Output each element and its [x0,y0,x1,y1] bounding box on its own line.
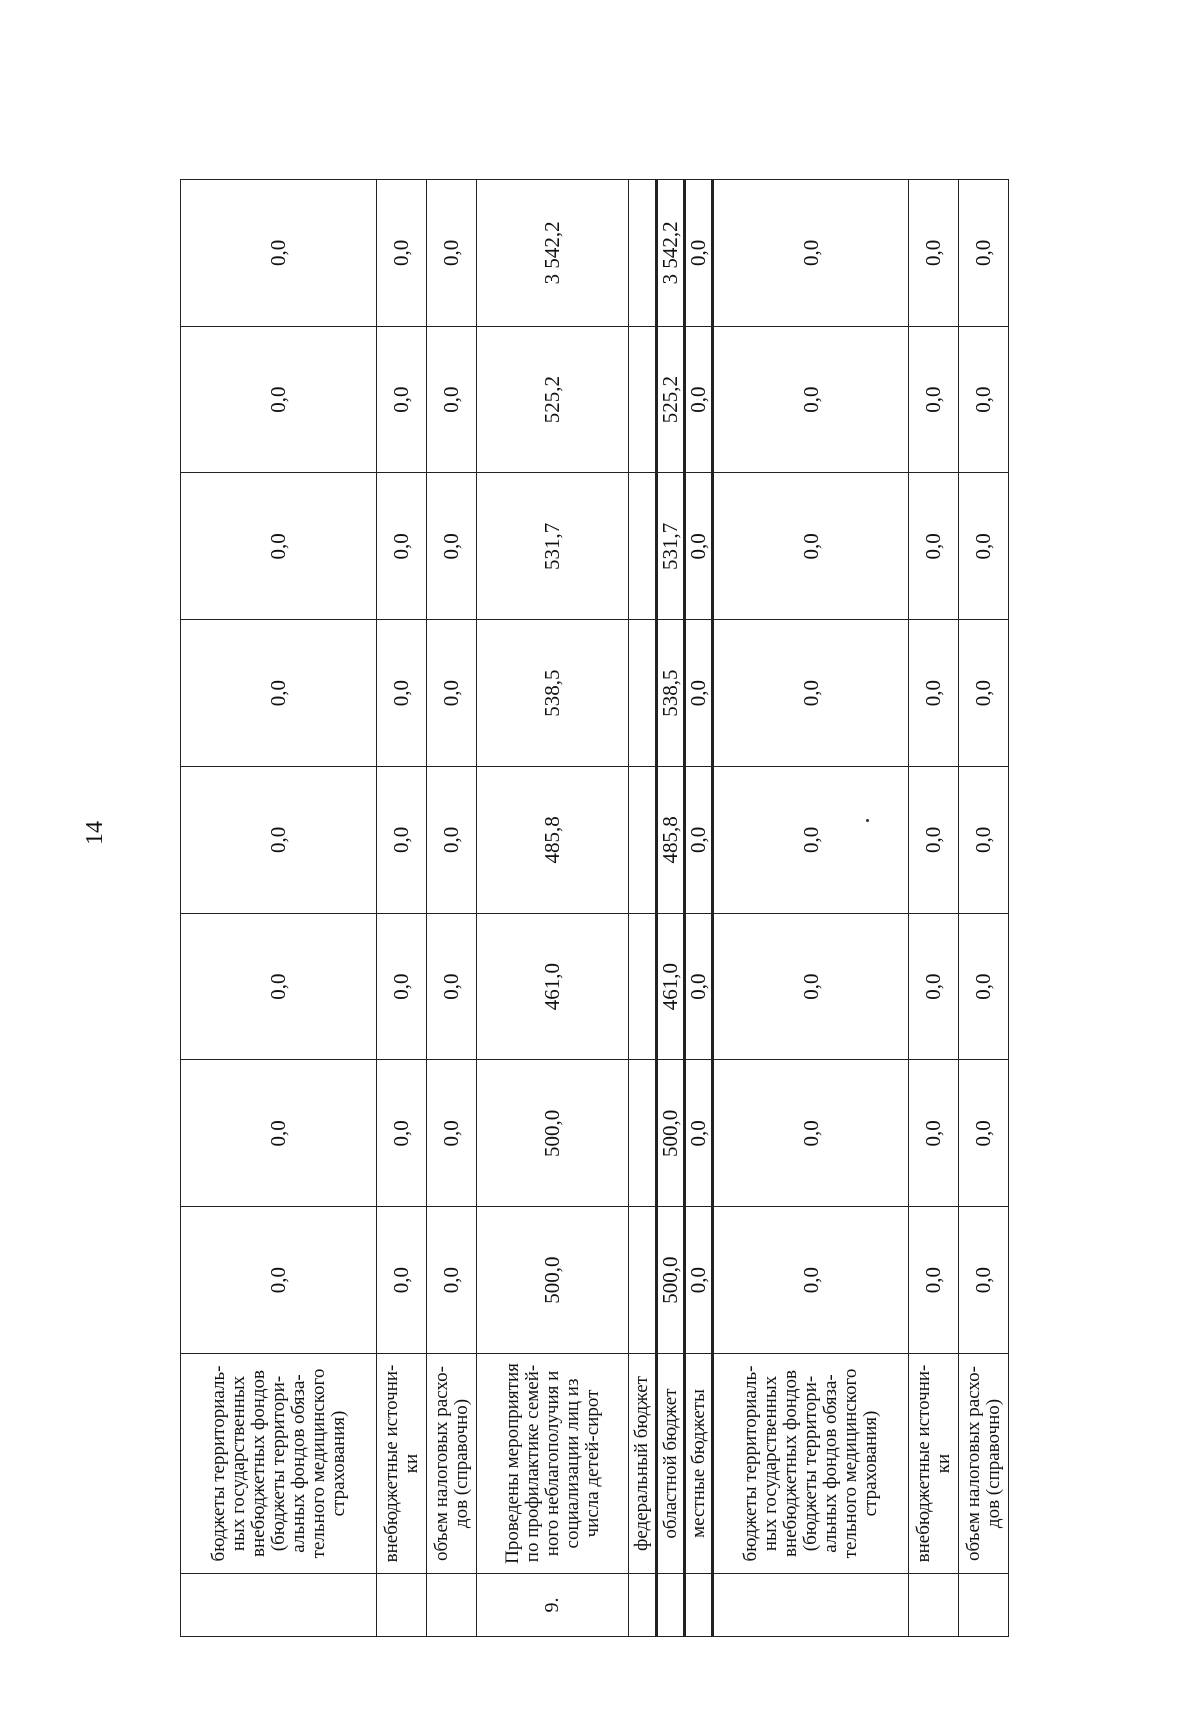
value-cell: 0,0 [427,913,477,1060]
row-number [377,1574,427,1637]
row-label: областной бюджет [657,1354,685,1574]
value-cell: 0,0 [959,326,1009,473]
value-cell: 0,0 [959,913,1009,1060]
value-cell: 0,0 [377,620,427,767]
value-cell: 0,0 [909,620,959,767]
table-row [713,180,909,1637]
row-label: объем налоговых расхо-дов (справочно) [427,1354,477,1574]
value-cell: 461,0 [657,913,685,1060]
value-cell: 0,0 [909,767,959,914]
value-cell [629,913,657,1060]
value-cell: 0,0 [959,620,1009,767]
value-cell: 500,0 [477,1207,629,1354]
value-cell: 0,0 [713,767,909,914]
value-cell: 485,8 [477,767,629,914]
value-cell [629,1207,657,1354]
table-row [657,180,685,1637]
row-label: объем налоговых расхо-дов (справочно) [959,1354,1009,1574]
value-cell: 500,0 [477,1060,629,1207]
table-row [377,180,427,1637]
value-cell: 0,0 [959,1060,1009,1207]
value-cell: 3 542,2 [657,180,685,327]
value-cell: 0,0 [909,473,959,620]
table-row [181,180,377,1637]
value-cell: 0,0 [427,1207,477,1354]
value-cell: 0,0 [713,1060,909,1207]
value-cell: 0,0 [959,473,1009,620]
table-row [959,180,1009,1637]
value-cell: 0,0 [909,913,959,1060]
value-cell: 461,0 [477,913,629,1060]
value-cell: 0,0 [181,767,377,914]
row-number [181,1574,377,1637]
value-cell: 0,0 [713,913,909,1060]
value-cell: 0,0 [377,180,427,327]
value-cell: 0,0 [181,620,377,767]
budget-table-body [181,180,1009,1637]
value-cell: 531,7 [657,473,685,620]
value-cell [629,326,657,473]
value-cell [629,620,657,767]
value-cell: 0,0 [909,1207,959,1354]
page-number: 14 [82,821,108,845]
value-cell [629,767,657,914]
value-cell: 0,0 [685,1207,713,1354]
value-cell: 0,0 [713,473,909,620]
value-cell: 3 542,2 [477,180,629,327]
value-cell: 0,0 [427,767,477,914]
value-cell: 0,0 [377,913,427,1060]
row-number [427,1574,477,1637]
value-cell: 0,0 [685,326,713,473]
value-cell: 0,0 [959,767,1009,914]
value-cell [629,1060,657,1207]
value-cell: 0,0 [377,473,427,620]
value-cell: 0,0 [181,180,377,327]
row-number [713,1574,909,1637]
table-row [427,180,477,1637]
row-label: Проведены мероприятия по профилактике семей-ного неблагополучия и социализации лиц из числа детей-сирот [477,1354,629,1574]
row-label: бюджеты территориаль-ных государственных внебюджетных фондов (бюджеты территори-альных фондов обяза-тельного медицинского страхования) [713,1354,909,1574]
row-number [959,1574,1009,1637]
value-cell: 0,0 [427,1060,477,1207]
value-cell: 0,0 [713,326,909,473]
value-cell: 531,7 [477,473,629,620]
value-cell: 0,0 [685,180,713,327]
value-cell: 0,0 [181,913,377,1060]
value-cell: 0,0 [685,473,713,620]
value-cell [629,473,657,620]
value-cell: 525,2 [657,326,685,473]
value-cell: 0,0 [181,1207,377,1354]
value-cell [629,180,657,327]
value-cell: 525,2 [477,326,629,473]
value-cell: 0,0 [427,180,477,327]
scan-speck [866,819,869,822]
table-row [909,180,959,1637]
row-label: федеральный бюджет [629,1354,657,1574]
value-cell: 485,8 [657,767,685,914]
value-cell: 538,5 [477,620,629,767]
value-cell: 0,0 [377,767,427,914]
table-row [685,180,713,1637]
row-number [685,1574,713,1637]
value-cell: 0,0 [427,620,477,767]
row-number [629,1574,657,1637]
value-cell: 0,0 [959,1207,1009,1354]
value-cell: 0,0 [909,1060,959,1207]
value-cell: 0,0 [181,1060,377,1207]
value-cell: 0,0 [427,326,477,473]
value-cell: 0,0 [909,326,959,473]
value-cell: 538,5 [657,620,685,767]
value-cell: 0,0 [377,1207,427,1354]
value-cell: 0,0 [377,326,427,473]
value-cell: 0,0 [377,1060,427,1207]
row-label: внебюджетные источни-ки [377,1354,427,1574]
value-cell: 0,0 [713,620,909,767]
row-number [657,1574,685,1637]
row-label: внебюджетные источни-ки [909,1354,959,1574]
table-row [477,180,629,1637]
value-cell: 0,0 [685,620,713,767]
value-cell: 0,0 [181,326,377,473]
row-label: бюджеты территориаль-ных государственных внебюджетных фондов (бюджеты территори-альных фондов обяза-тельного медицинского страхования) [181,1354,377,1574]
value-cell: 0,0 [713,1207,909,1354]
value-cell: 500,0 [657,1060,685,1207]
value-cell: 500,0 [657,1207,685,1354]
value-cell: 0,0 [959,180,1009,327]
table-row [629,180,657,1637]
value-cell: 0,0 [685,913,713,1060]
value-cell: 0,0 [713,180,909,327]
row-number [909,1574,959,1637]
value-cell: 0,0 [685,767,713,914]
value-cell: 0,0 [181,473,377,620]
value-cell: 0,0 [685,1060,713,1207]
budget-table [180,179,1009,1637]
value-cell: 0,0 [909,180,959,327]
row-number: 9. [477,1574,629,1637]
value-cell: 0,0 [427,473,477,620]
row-label: местные бюджеты [685,1354,713,1574]
